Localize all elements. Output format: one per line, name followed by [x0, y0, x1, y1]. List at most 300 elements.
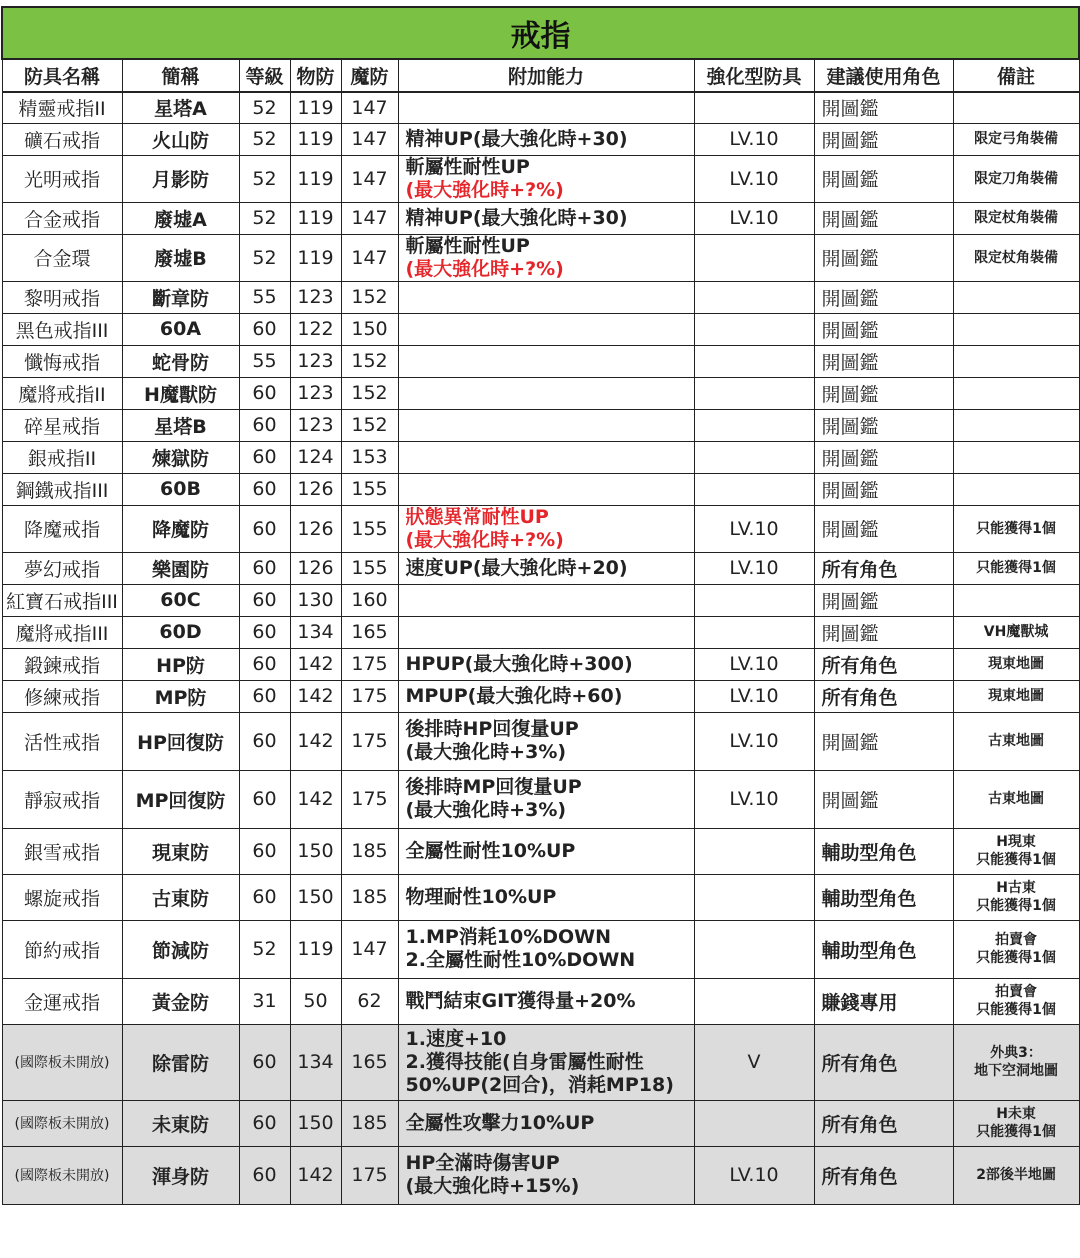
cell-enhance [694, 234, 814, 281]
cell-mdef: 147 [341, 123, 398, 155]
cell-level: 60 [239, 1024, 290, 1100]
table-row [2, 1100, 1079, 1146]
note-line: 2部後半地圖 [976, 1167, 1056, 1183]
ability-line: HPUP(最大強化時+300) [405, 652, 633, 675]
cell-pdef: 123 [290, 377, 341, 409]
cell-note [953, 409, 1079, 441]
header-name: 防具名稱 [2, 59, 122, 92]
cell-name: 礦石戒指 [2, 123, 122, 155]
cell-enhance [694, 978, 814, 1024]
cell-mdef: 165 [341, 1024, 398, 1100]
cell-pdef: 119 [290, 92, 341, 123]
cell-note [953, 770, 1079, 828]
cell-role: 開圖鑑 [814, 313, 953, 345]
cell-ability [398, 123, 694, 155]
cell-ability [398, 712, 694, 770]
cell-note [953, 505, 1079, 552]
cell-mdef: 150 [341, 313, 398, 345]
cell-abbr: 星塔A [122, 92, 239, 123]
cell-level: 60 [239, 770, 290, 828]
cell-enhance: LV.10 [694, 552, 814, 584]
cell-note [953, 712, 1079, 770]
cell-pdef: 122 [290, 313, 341, 345]
cell-ability [398, 874, 694, 920]
cell-ability [398, 345, 694, 377]
cell-note [953, 680, 1079, 712]
cell-name: 鋼鐵戒指III [2, 473, 122, 505]
cell-name: 靜寂戒指 [2, 770, 122, 828]
table-row [2, 828, 1079, 874]
cell-note [953, 920, 1079, 978]
table-row [2, 874, 1079, 920]
note-line: VH魔獸城 [983, 624, 1049, 640]
cell-role: 開圖鑑 [814, 441, 953, 473]
cell-pdef: 142 [290, 770, 341, 828]
page-title: 戒指 [2, 7, 1079, 59]
cell-enhance [694, 409, 814, 441]
cell-role: 賺錢專用 [814, 978, 953, 1024]
table-row [2, 155, 1079, 202]
cell-pdef: 119 [290, 123, 341, 155]
cell-role: 開圖鑑 [814, 616, 953, 648]
cell-level: 52 [239, 234, 290, 281]
header-enhance: 強化型防具 [694, 59, 814, 92]
cell-note [953, 1024, 1079, 1100]
cell-mdef: 175 [341, 770, 398, 828]
cell-enhance [694, 473, 814, 505]
ability-line: 全屬性耐性10%UP [405, 839, 576, 862]
cell-abbr: 除雷防 [122, 1024, 239, 1100]
cell-ability [398, 234, 694, 281]
cell-abbr: 60B [122, 473, 239, 505]
cell-abbr: 未東防 [122, 1100, 239, 1146]
ability-line: (最大強化時+3%) [405, 799, 567, 821]
header-abbr: 簡稱 [122, 59, 239, 92]
cell-note [953, 123, 1079, 155]
ability-line: 2.獲得技能(自身雷屬性耐性 [405, 1050, 644, 1073]
cell-name: 銀雪戒指 [2, 828, 122, 874]
cell-level: 55 [239, 345, 290, 377]
ability-line: 速度UP(最大強化時+20) [405, 556, 628, 579]
note-line: 現東地圖 [988, 688, 1045, 704]
cell-level: 52 [239, 920, 290, 978]
ability-line: (最大強化時+?%) [405, 528, 564, 551]
cell-level: 60 [239, 409, 290, 441]
cell-role: 開圖鑑 [814, 712, 953, 770]
header-mdef: 魔防 [341, 59, 398, 92]
cell-note [953, 473, 1079, 505]
cell-enhance [694, 828, 814, 874]
cell-level: 60 [239, 828, 290, 874]
header-ability: 附加能力 [398, 59, 694, 92]
ability-line: (最大強化時+15%) [405, 1175, 580, 1197]
ring-table [1, 6, 1080, 1205]
note-line: 拍賣會 [995, 984, 1038, 1000]
cell-note [953, 92, 1079, 123]
cell-name: 降魔戒指 [2, 505, 122, 552]
cell-mdef: 155 [341, 473, 398, 505]
cell-role: 所有角色 [814, 552, 953, 584]
cell-abbr: 蛇骨防 [122, 345, 239, 377]
cell-note [953, 441, 1079, 473]
cell-mdef: 165 [341, 616, 398, 648]
cell-pdef: 142 [290, 1146, 341, 1204]
table-row [2, 648, 1079, 680]
cell-abbr: 60D [122, 616, 239, 648]
cell-pdef: 142 [290, 648, 341, 680]
cell-ability [398, 377, 694, 409]
cell-note [953, 828, 1079, 874]
cell-enhance: LV.10 [694, 123, 814, 155]
cell-name: 魔將戒指III [2, 616, 122, 648]
cell-abbr: 60A [122, 313, 239, 345]
ability-line: 狀態異常耐性UP [405, 505, 549, 528]
cell-enhance: LV.10 [694, 202, 814, 234]
cell-ability [398, 441, 694, 473]
cell-role: 開圖鑑 [814, 345, 953, 377]
cell-pdef: 124 [290, 441, 341, 473]
cell-name: 活性戒指 [2, 712, 122, 770]
cell-name: 銀戒指II [2, 441, 122, 473]
cell-level: 60 [239, 377, 290, 409]
cell-enhance: LV.10 [694, 505, 814, 552]
cell-note [953, 874, 1079, 920]
cell-enhance [694, 441, 814, 473]
cell-ability [398, 202, 694, 234]
ability-line: MPUP(最大強化時+60) [405, 684, 623, 707]
cell-note [953, 345, 1079, 377]
cell-abbr: 降魔防 [122, 505, 239, 552]
cell-abbr: HP回復防 [122, 712, 239, 770]
cell-mdef: 152 [341, 345, 398, 377]
cell-level: 52 [239, 123, 290, 155]
cell-level: 52 [239, 92, 290, 123]
cell-mdef: 175 [341, 712, 398, 770]
cell-role: 所有角色 [814, 1146, 953, 1204]
cell-enhance [694, 1100, 814, 1146]
cell-role: 所有角色 [814, 1100, 953, 1146]
table-row [2, 202, 1079, 234]
cell-role: 輔助型角色 [814, 874, 953, 920]
note-line: 拍賣會 [995, 932, 1038, 948]
cell-name: 魔將戒指II [2, 377, 122, 409]
note-line: 限定杖角裝備 [974, 210, 1059, 226]
table-row [2, 505, 1079, 552]
ability-line: (最大強化時+?%) [405, 178, 564, 201]
cell-level: 60 [239, 505, 290, 552]
cell-name: (國際板未開放) [2, 1024, 122, 1100]
ability-line: 精神UP(最大強化時+30) [405, 127, 628, 150]
cell-pdef: 150 [290, 828, 341, 874]
cell-ability [398, 828, 694, 874]
cell-ability [398, 409, 694, 441]
cell-pdef: 126 [290, 473, 341, 505]
ability-line: 全屬性攻擊力10%UP [405, 1111, 595, 1134]
cell-role: 輔助型角色 [814, 920, 953, 978]
cell-mdef: 152 [341, 409, 398, 441]
cell-enhance [694, 92, 814, 123]
cell-pdef: 123 [290, 409, 341, 441]
ability-line: 物理耐性10%UP [405, 885, 557, 908]
cell-pdef: 123 [290, 345, 341, 377]
cell-mdef: 160 [341, 584, 398, 616]
cell-note [953, 313, 1079, 345]
cell-note [953, 584, 1079, 616]
cell-pdef: 142 [290, 712, 341, 770]
ability-line: 50%UP(2回合)，消耗MP18) [405, 1073, 674, 1096]
cell-pdef: 142 [290, 680, 341, 712]
cell-role: 開圖鑑 [814, 92, 953, 123]
table-row [2, 345, 1079, 377]
table-row [2, 123, 1079, 155]
cell-name: 懺悔戒指 [2, 345, 122, 377]
cell-name: 光明戒指 [2, 155, 122, 202]
table-row [2, 712, 1079, 770]
cell-note [953, 978, 1079, 1024]
cell-name: 黎明戒指 [2, 281, 122, 313]
note-line: H現東 [996, 834, 1036, 850]
ability-line: HP全滿時傷害UP [405, 1152, 560, 1174]
cell-level: 60 [239, 1100, 290, 1146]
cell-enhance [694, 313, 814, 345]
cell-pdef: 119 [290, 234, 341, 281]
cell-abbr: 現東防 [122, 828, 239, 874]
cell-name: 合金環 [2, 234, 122, 281]
cell-pdef: 119 [290, 155, 341, 202]
cell-name: 紅寶石戒指III [2, 584, 122, 616]
cell-name: (國際板未開放) [2, 1100, 122, 1146]
cell-role: 開圖鑑 [814, 281, 953, 313]
cell-level: 60 [239, 313, 290, 345]
cell-name: 夢幻戒指 [2, 552, 122, 584]
cell-level: 60 [239, 616, 290, 648]
cell-mdef: 147 [341, 920, 398, 978]
cell-ability [398, 552, 694, 584]
cell-level: 55 [239, 281, 290, 313]
cell-abbr: 黃金防 [122, 978, 239, 1024]
cell-level: 60 [239, 874, 290, 920]
cell-role: 所有角色 [814, 1024, 953, 1100]
cell-enhance [694, 920, 814, 978]
cell-ability [398, 978, 694, 1024]
cell-ability [398, 770, 694, 828]
cell-mdef: 147 [341, 202, 398, 234]
cell-ability [398, 616, 694, 648]
table-row [2, 978, 1079, 1024]
cell-name: (國際板未開放) [2, 1146, 122, 1204]
cell-mdef: 153 [341, 441, 398, 473]
cell-mdef: 152 [341, 377, 398, 409]
ability-line: 2.全屬性耐性10%DOWN [405, 949, 636, 971]
table-body [2, 92, 1079, 1204]
cell-level: 60 [239, 1146, 290, 1204]
cell-abbr: 古東防 [122, 874, 239, 920]
cell-abbr: 廢墟A [122, 202, 239, 234]
cell-role: 所有角色 [814, 648, 953, 680]
cell-abbr: 節減防 [122, 920, 239, 978]
note-line: 只能獲得1個 [976, 1002, 1056, 1018]
cell-level: 60 [239, 473, 290, 505]
cell-role: 輔助型角色 [814, 828, 953, 874]
cell-name: 螺旋戒指 [2, 874, 122, 920]
cell-abbr: MP防 [122, 680, 239, 712]
cell-mdef: 152 [341, 281, 398, 313]
cell-enhance [694, 345, 814, 377]
table-row [2, 92, 1079, 123]
cell-ability [398, 920, 694, 978]
cell-role: 開圖鑑 [814, 234, 953, 281]
ability-line: 斬屬性耐性UP [405, 155, 530, 178]
table-row [2, 473, 1079, 505]
note-line: 限定弓角裝備 [974, 131, 1059, 147]
table-row [2, 313, 1079, 345]
cell-mdef: 155 [341, 552, 398, 584]
cell-enhance: V [694, 1024, 814, 1100]
cell-name: 精靈戒指II [2, 92, 122, 123]
table-row [2, 1024, 1079, 1100]
cell-enhance: LV.10 [694, 155, 814, 202]
cell-note [953, 616, 1079, 648]
cell-mdef: 155 [341, 505, 398, 552]
note-line: 古東地圖 [988, 791, 1045, 807]
cell-abbr: MP回復防 [122, 770, 239, 828]
cell-ability [398, 584, 694, 616]
cell-mdef: 175 [341, 648, 398, 680]
cell-abbr: H魔獸防 [122, 377, 239, 409]
table-row [2, 680, 1079, 712]
cell-ability [398, 680, 694, 712]
cell-pdef: 134 [290, 616, 341, 648]
note-line: 古東地圖 [988, 733, 1045, 749]
cell-role: 所有角色 [814, 680, 953, 712]
cell-mdef: 185 [341, 828, 398, 874]
cell-role: 開圖鑑 [814, 409, 953, 441]
table-row [2, 409, 1079, 441]
cell-note [953, 1100, 1079, 1146]
cell-pdef: 150 [290, 1100, 341, 1146]
cell-ability [398, 313, 694, 345]
cell-level: 60 [239, 648, 290, 680]
header-level: 等級 [239, 59, 290, 92]
ability-line: (最大強化時+3%) [405, 741, 567, 763]
cell-ability [398, 281, 694, 313]
cell-note [953, 1146, 1079, 1204]
cell-abbr: 渾身防 [122, 1146, 239, 1204]
header-pdef: 物防 [290, 59, 341, 92]
cell-enhance: LV.10 [694, 648, 814, 680]
cell-ability [398, 92, 694, 123]
table-row [2, 616, 1079, 648]
table-row [2, 441, 1079, 473]
ability-line: 1.速度+10 [405, 1027, 507, 1050]
cell-role: 開圖鑑 [814, 584, 953, 616]
cell-name: 修練戒指 [2, 680, 122, 712]
cell-name: 金運戒指 [2, 978, 122, 1024]
note-line: 只能獲得1個 [976, 520, 1056, 537]
note-line: 只能獲得1個 [976, 950, 1056, 966]
cell-pdef: 150 [290, 874, 341, 920]
cell-mdef: 175 [341, 680, 398, 712]
note-line: 只能獲得1個 [976, 1124, 1056, 1140]
ability-line: 1.MP消耗10%DOWN [405, 926, 612, 948]
cell-note [953, 552, 1079, 584]
cell-ability [398, 155, 694, 202]
cell-mdef: 147 [341, 234, 398, 281]
cell-pdef: 119 [290, 920, 341, 978]
header-row [2, 59, 1079, 92]
cell-name: 黑色戒指III [2, 313, 122, 345]
cell-name: 碎星戒指 [2, 409, 122, 441]
cell-note [953, 648, 1079, 680]
cell-mdef: 175 [341, 1146, 398, 1204]
cell-pdef: 130 [290, 584, 341, 616]
cell-role: 開圖鑑 [814, 155, 953, 202]
cell-ability [398, 1100, 694, 1146]
cell-enhance [694, 616, 814, 648]
cell-note [953, 377, 1079, 409]
cell-role: 開圖鑑 [814, 202, 953, 234]
cell-mdef: 62 [341, 978, 398, 1024]
cell-mdef: 147 [341, 155, 398, 202]
cell-note [953, 155, 1079, 202]
cell-enhance: LV.10 [694, 770, 814, 828]
ability-line: 精神UP(最大強化時+30) [405, 206, 628, 229]
note-line: 只能獲得1個 [976, 852, 1056, 868]
cell-level: 31 [239, 978, 290, 1024]
cell-level: 52 [239, 202, 290, 234]
cell-abbr: 廢墟B [122, 234, 239, 281]
table-row [2, 234, 1079, 281]
cell-abbr: 星塔B [122, 409, 239, 441]
table-wrapper [1, 6, 1078, 1205]
ability-line: 後排時MP回復量UP [405, 776, 582, 798]
cell-enhance: LV.10 [694, 712, 814, 770]
cell-pdef: 134 [290, 1024, 341, 1100]
cell-enhance: LV.10 [694, 680, 814, 712]
cell-abbr: 斷章防 [122, 281, 239, 313]
table-row [2, 770, 1079, 828]
cell-mdef: 185 [341, 874, 398, 920]
title-row [2, 7, 1079, 59]
cell-abbr: HP防 [122, 648, 239, 680]
cell-name: 鍛鍊戒指 [2, 648, 122, 680]
cell-pdef: 50 [290, 978, 341, 1024]
cell-ability [398, 505, 694, 552]
ability-line: (最大強化時+?%) [405, 257, 564, 280]
cell-ability [398, 1146, 694, 1204]
cell-level: 52 [239, 155, 290, 202]
cell-abbr: 火山防 [122, 123, 239, 155]
cell-enhance: LV.10 [694, 1146, 814, 1204]
cell-enhance [694, 584, 814, 616]
cell-abbr: 樂園防 [122, 552, 239, 584]
cell-note [953, 202, 1079, 234]
cell-level: 60 [239, 680, 290, 712]
cell-mdef: 185 [341, 1100, 398, 1146]
note-line: 地下空洞地圖 [974, 1063, 1059, 1079]
cell-ability [398, 648, 694, 680]
cell-note [953, 281, 1079, 313]
ability-line: 後排時HP回復量UP [405, 718, 579, 740]
cell-ability [398, 473, 694, 505]
note-line: 現東地圖 [988, 656, 1045, 672]
cell-abbr: 60C [122, 584, 239, 616]
cell-pdef: 119 [290, 202, 341, 234]
cell-level: 60 [239, 552, 290, 584]
cell-name: 合金戒指 [2, 202, 122, 234]
cell-level: 60 [239, 712, 290, 770]
note-line: H未東 [996, 1106, 1036, 1122]
